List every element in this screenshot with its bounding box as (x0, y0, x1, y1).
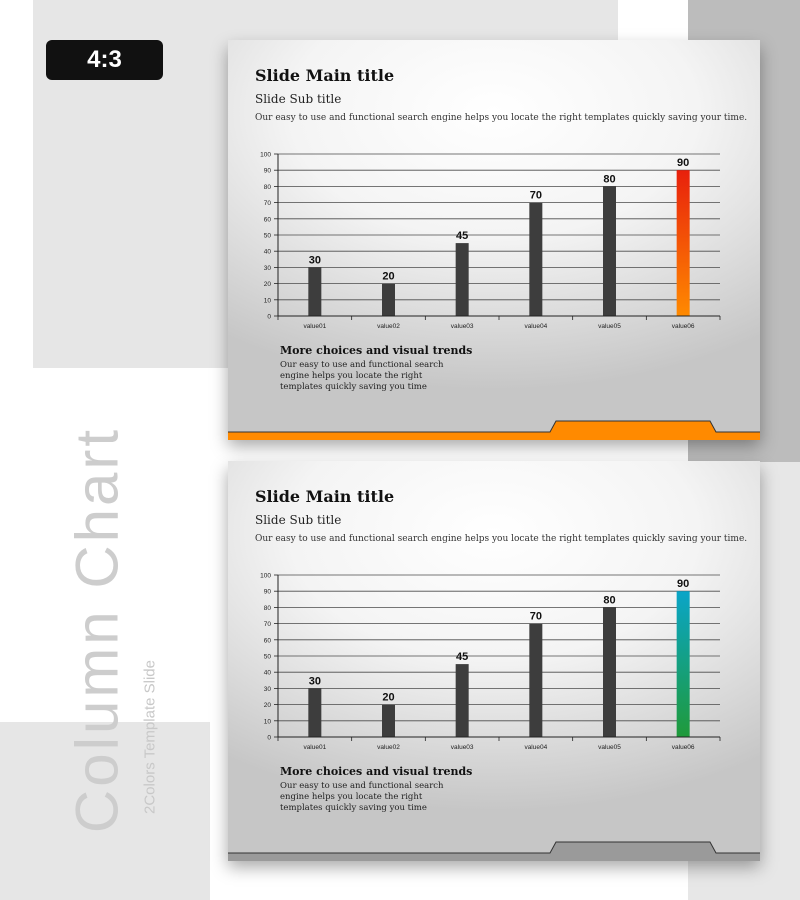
x-tick-label: value06 (671, 744, 695, 751)
data-label: 20 (382, 691, 395, 704)
y-tick-label: 0 (267, 734, 271, 742)
x-tick-label: value01 (303, 323, 327, 330)
bar (529, 203, 542, 316)
y-tick-label: 100 (260, 572, 271, 580)
more-choices-text: Our easy to use and functional search engine helps you locate the right templates quickly saving you time (280, 781, 444, 813)
side-subtitle: 2Colors Template Slide (141, 660, 159, 814)
y-tick-label: 90 (263, 588, 271, 596)
y-tick-label: 60 (263, 216, 271, 224)
data-label: 80 (603, 594, 616, 607)
slide-footer-bar (228, 418, 760, 440)
slide-subtitle: Slide Sub title (255, 513, 342, 527)
data-label: 80 (603, 173, 616, 186)
column-chart (228, 461, 760, 761)
data-label: 90 (677, 578, 690, 591)
y-tick-label: 50 (263, 232, 271, 240)
y-tick-label: 0 (267, 313, 271, 321)
x-tick-label: value06 (671, 323, 695, 330)
bar (382, 284, 395, 316)
x-tick-label: value02 (377, 323, 400, 330)
slide-teal (228, 461, 760, 859)
footer-fill (228, 842, 760, 861)
x-tick-label: value04 (524, 744, 548, 751)
side-title: Column Chart (63, 426, 131, 834)
y-tick-label: 60 (263, 637, 271, 645)
more-choices-text: Our easy to use and functional search engine helps you locate the right templates quickly saving you time (280, 360, 444, 392)
y-tick-label: 40 (263, 669, 271, 677)
bar (456, 664, 469, 737)
bar (308, 267, 321, 316)
data-label: 90 (677, 157, 690, 170)
slide-subtitle: Slide Sub title (255, 92, 342, 106)
x-tick-label: value05 (598, 323, 621, 330)
slide-footer-bar (228, 839, 760, 861)
x-tick-label: value02 (377, 744, 400, 751)
y-tick-label: 90 (263, 167, 271, 175)
y-tick-label: 30 (263, 685, 271, 693)
slide-orange (228, 40, 760, 438)
data-label: 70 (529, 189, 542, 202)
data-label: 30 (308, 254, 321, 267)
y-tick-label: 80 (263, 183, 271, 191)
slide-title: Slide Main title (255, 487, 395, 506)
data-label: 45 (456, 651, 469, 664)
bar (529, 624, 542, 737)
data-label: 45 (456, 230, 469, 243)
x-tick-label: value05 (598, 744, 621, 751)
bar-highlight (677, 170, 690, 316)
y-tick-label: 10 (263, 718, 271, 726)
bar-highlight (677, 591, 690, 737)
more-choices-title: More choices and visual trends (280, 344, 473, 357)
aspect-ratio-badge: 4:3 (46, 40, 163, 80)
bar (603, 607, 616, 737)
y-tick-label: 70 (263, 200, 271, 208)
bar (382, 705, 395, 737)
bar (308, 688, 321, 737)
y-tick-label: 70 (263, 621, 271, 629)
column-chart (228, 40, 760, 340)
more-choices-title: More choices and visual trends (280, 765, 473, 778)
y-tick-label: 50 (263, 653, 271, 661)
slide-description: Our easy to use and functional search engine helps you locate the right templates quickly saving your time. (255, 534, 748, 544)
y-tick-label: 80 (263, 604, 271, 612)
x-tick-label: value04 (524, 323, 548, 330)
bar (603, 186, 616, 316)
slide-description: Our easy to use and functional search engine helps you locate the right templates quickly saving your time. (255, 113, 748, 123)
y-tick-label: 10 (263, 297, 271, 305)
x-tick-label: value03 (450, 744, 474, 751)
data-label: 20 (382, 270, 395, 283)
data-label: 70 (529, 610, 542, 623)
x-tick-label: value03 (450, 323, 474, 330)
y-tick-label: 30 (263, 264, 271, 272)
slide-title: Slide Main title (255, 66, 395, 85)
y-tick-label: 20 (263, 702, 271, 710)
x-tick-label: value01 (303, 744, 327, 751)
y-tick-label: 100 (260, 151, 271, 159)
footer-fill (228, 421, 760, 440)
y-tick-label: 40 (263, 248, 271, 256)
y-tick-label: 20 (263, 281, 271, 289)
bar (456, 243, 469, 316)
data-label: 30 (308, 675, 321, 688)
